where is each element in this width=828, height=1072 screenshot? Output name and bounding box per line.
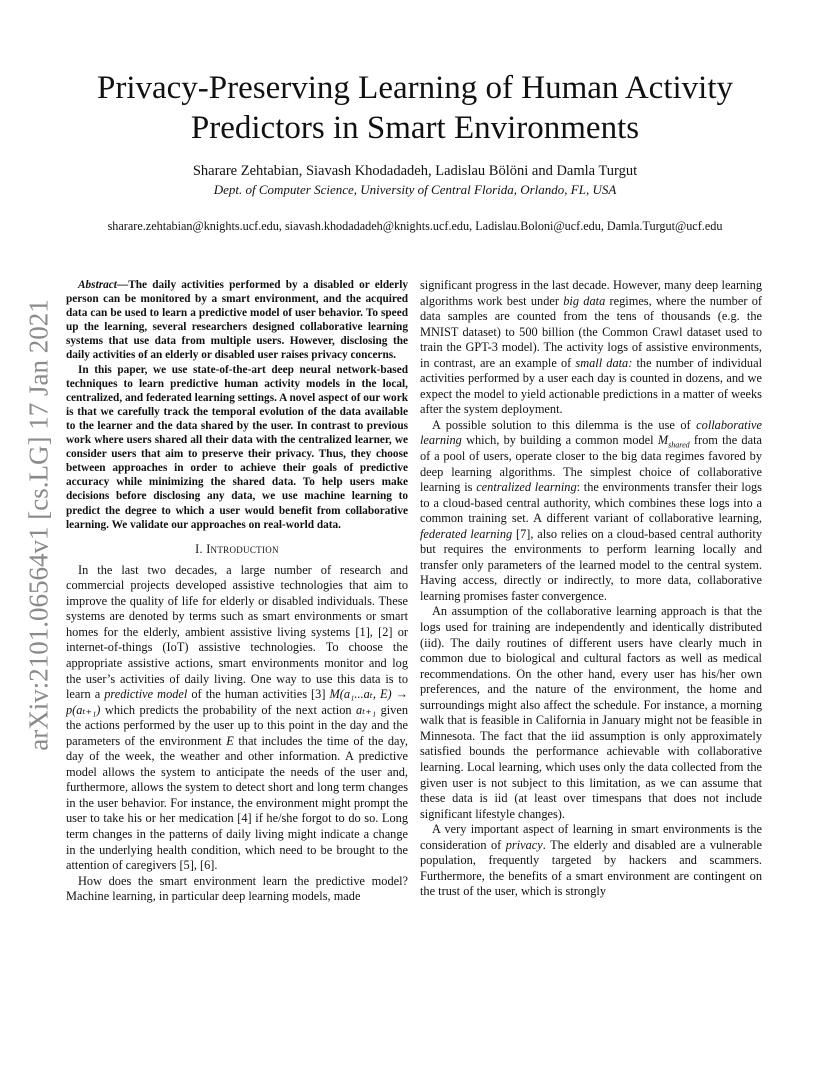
intro-p1-text-c: which predicts the probability of the next action — [100, 702, 357, 717]
intro-p1-text-e: that includes the time of the day, day of the week, the weather and other information. A predictive model allows the system to anticipate the needs of the user and, furthermore, allows the system to detect short and long term changes in the user behavior. For instance, the environment might prompt the user to take his or her medication [4] if he/she forgot to do so. Long term changes in the patterns of daily living might indicate a change in the underlying health condition, which need to be brought to the attention of caregivers [5], [6]. — [66, 733, 408, 873]
right-p2-text-e: [7], also relies on a cloud-based central authority but requires the environments to perform learning locally and transfer only parameters of the learned model to the central system. Having access, directly or indirectly, to more data, collaborative learning promises faster convergence. — [420, 526, 763, 603]
math-shared-subscript: shared — [668, 440, 690, 450]
right-p4-emphasis-privacy: privacy — [505, 837, 543, 852]
abstract — [66, 278, 408, 532]
right-column — [420, 278, 762, 900]
intro-p1-emphasis: predictive model — [104, 687, 188, 702]
right-p2-emphasis-collaborative: collaborative learning — [420, 417, 762, 448]
right-p1-emphasis-small-data: small data: — [575, 355, 633, 370]
math-predictive-model: M(a₁...aₜ, E) → p(aₜ₊₁) — [66, 687, 408, 717]
affiliation: Dept. of Computer Science, University of Central Florida, Orlando, FL, USA — [213, 182, 617, 197]
math-shared-model: M — [657, 433, 669, 448]
right-p1-emphasis-big-data: big data — [563, 293, 606, 308]
left-column — [66, 278, 408, 905]
math-next-action: aₜ₊₁ — [356, 702, 377, 717]
title-line-2: Predictors in Smart Environments — [190, 110, 640, 146]
right-p2-text-b: which, by building a common model — [461, 433, 658, 448]
right-p4-text-b: . The elderly and disabled are a vulnerable population, frequently targeted by hackers and scammers. Furthermore, the benefits of a smart environment are contingent on the trust of the user, which is strongly — [420, 837, 762, 899]
right-p2-text-d: : the environments transfer their logs to a cloud-based central authority, which combines these logs into a common training set. A different variant of collaborative learning, — [420, 480, 762, 526]
right-p1-text-c: the number of individual activities performed by a user each day is counted in dozens, and we expect the model to yield actionable predictions in a matter of weeks after the system deployment. — [420, 355, 763, 417]
title-line-1: Privacy-Preserving Learning of Human Activity — [96, 70, 733, 106]
intro-p1-text-b: of the human activities [3] — [187, 687, 330, 702]
author-emails: sharare.zehtabian@knights.ucf.edu, siavash.khodadadeh@knights.ucf.edu, Ladislau.Boloni@ucf.edu, Damla.Turgut@ucf.edu — [107, 219, 723, 233]
right-paragraph-3: An assumption of the collaborative learning approach is that the logs used for training are independently and identically distributed (iid). The daily routines of different users have clearly much in common due to biological and cultural factors as well as medical recommendations. On the other hand, every user has his/her own preferences, and the nature of the environment, the home and surroundings might also affect the schedule. For instance, a morning walk that is feasible in California in January might not be feasible in Minnesota. The fact that the iid assumption is only approximately satisfied bounds the performance achievable with collaborative learning. Local learning, which uses only the data collected from the given user is not subject to this limitation, as we can assume that these data is iid (at least over timespans that does not include significant lifestyle changes). — [420, 604, 762, 821]
intro-body — [66, 563, 408, 905]
intro-paragraph-2: How does the smart environment learn the predictive model? Machine learning, in particular deep learning models, made — [66, 873, 408, 904]
paper-title — [70, 68, 760, 148]
intro-p1-text-d: given the actions performed by the user up to this point in the day and the parameters of the environment — [66, 702, 408, 748]
right-paragraph-2 — [420, 418, 762, 605]
abstract-paragraph-2: In this paper, we use state-of-the-art deep neural network-based techniques to learn predictive human activity models in the local, centralized, and federated learning settings. A novel aspect of our work is that we carefully track the temporal evolution of the data available to the learner and the data shared by the user. In contrast to previous work where users shared all their data with the centralized learner, we consider users that aim to preserve their privacy. Thus, they choose between approaches in order to achieve their goals of predictive accuracy while minimizing the shared data. To help users make decisions before disclosing any data, we use machine learning to predict the degree to which a user would benefit from collaborative learning. We validate our approaches on real-world data. — [66, 363, 408, 531]
right-paragraph-4 — [420, 822, 762, 900]
arxiv-id: arXiv:2101.06564v1 [cs.LG] 17 Jan 2021 — [23, 299, 54, 751]
abstract-paragraph-1: —The daily activities performed by a disabled or elderly person can be monitored by a smart environment, and the acquired data can be used to learn a predictive model of user behavior. To speed up the learning, several researchers designed collaborative learning systems that use data from multiple users. However, disclosing the daily activities of an elderly or disabled user raises privacy concerns. — [66, 279, 408, 362]
right-p2-emphasis-centralized: centralized learning — [476, 480, 577, 495]
intro-paragraph-1 — [66, 563, 408, 874]
right-p2-emphasis-federated: federated learning — [420, 526, 513, 541]
right-p2-text-a: A possible solution to this dilemma is the use of — [432, 417, 697, 432]
arxiv-sidebar-stamp — [22, 292, 56, 758]
right-p2-text-c: from the data of a pool of users, operate closer to the big data regimes favored by deep learning algorithms. The simplest choice of collaborative learning is — [420, 433, 762, 495]
right-body — [420, 278, 762, 900]
authors: Sharare Zehtabian, Siavash Khodadadeh, Ladislau Bölöni and Damla Turgut — [192, 163, 638, 179]
math-environment: E — [226, 733, 234, 748]
intro-p1-text-a: In the last two decades, a large number of research and commercial projects developed assistive technologies that aim to improve the quality of life for elderly or disabled individuals. These systems are denoted by terms such as smart environments or smart homes for the elderly, ambient assistive living systems [1], [2] or internet-of-things (IoT) assistive technologies. To choose the appropriate assistive actions, smart environments monitor and log the user’s activities of daily living. One way to use this data is to learn a — [66, 562, 408, 702]
abstract-lead: Abstract — [78, 279, 117, 291]
right-p1-text-b: regimes, where the number of data samples are counted from the tens of thousands (e.g. the MNIST dataset) to 500 billion (the Common Crawl dataset used to train the GPT-3 model). The activity logs of assistive environments, in contrast, are an example of — [420, 293, 762, 370]
right-p4-text-a: A very important aspect of learning in smart environments is the consideration of — [420, 822, 762, 852]
right-p1-text-a: significant progress in the last decade. However, many deep learning algorithms work best under — [420, 278, 762, 308]
right-paragraph-1 — [420, 278, 762, 418]
section-heading-introduction: I. Introduction — [195, 541, 279, 556]
